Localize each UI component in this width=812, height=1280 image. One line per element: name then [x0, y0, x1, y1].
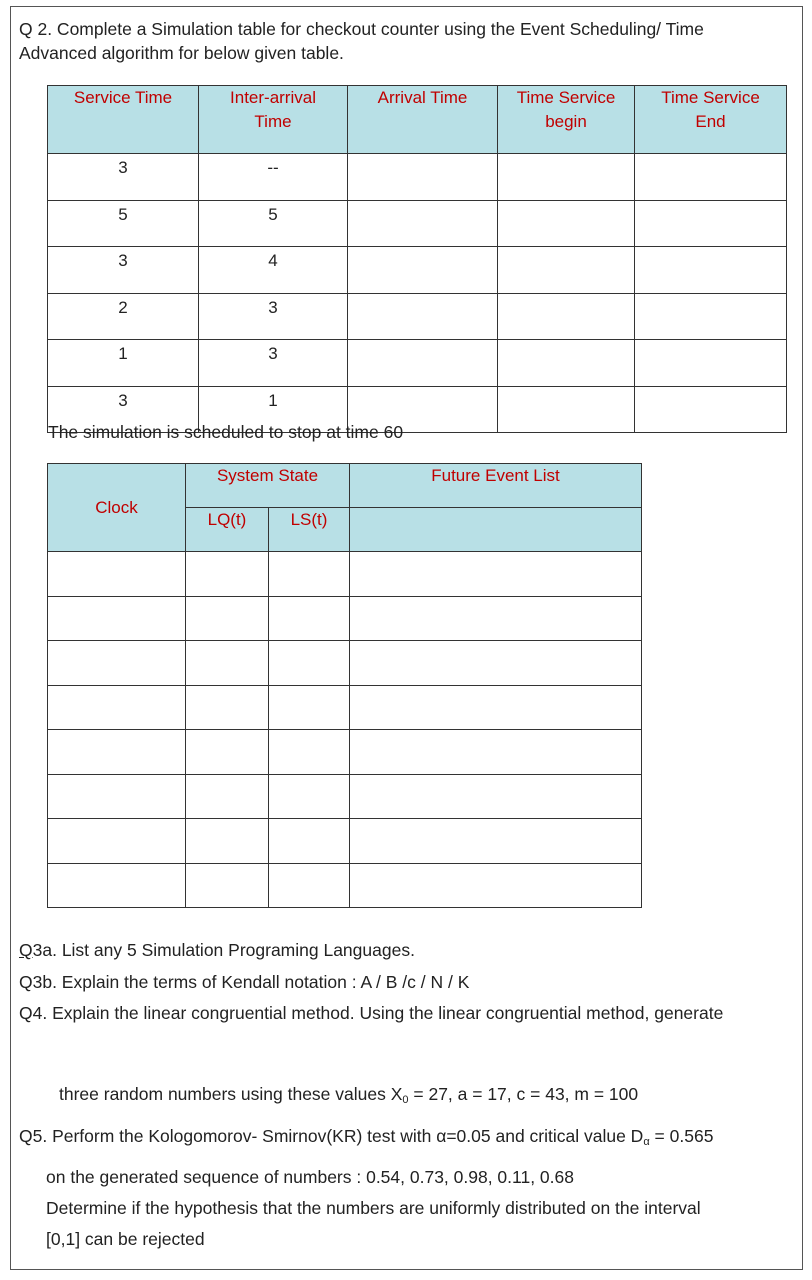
event-table-cell: [269, 596, 350, 641]
simulation-table-cell: 2: [48, 293, 199, 340]
simulation-table-cell: 5: [48, 200, 199, 247]
event-table-cell: [186, 596, 269, 641]
simulation-table-cell: [635, 200, 787, 247]
simulation-table-cell: --: [199, 154, 348, 201]
q4-text-line1: Q4. Explain the linear congruential method. Using the linear congruential method, generate: [19, 1003, 724, 1023]
simulation-table-cell: [635, 247, 787, 294]
simulation-table-cell: [498, 247, 635, 294]
event-table-cell: [350, 819, 642, 864]
event-table-row: [48, 596, 642, 641]
q3a-prefix: Q: [19, 940, 33, 960]
event-table-row: [48, 685, 642, 730]
simulation-table-cell: [635, 340, 787, 387]
event-table-header-top: [48, 464, 642, 508]
simulation-table-cell: 5: [199, 200, 348, 247]
simulation-table-cell: [348, 247, 498, 294]
stop-note: The simulation is scheduled to stop at time 60: [48, 422, 404, 442]
q3a-rest: 3a. List any 5 Simulation Programing Languages.: [32, 940, 415, 960]
simulation-table-row: [48, 200, 787, 247]
event-table-cell: [48, 596, 186, 641]
header-arrival-time: Arrival Time: [348, 86, 498, 154]
event-table-cell: [350, 863, 642, 908]
simulation-table-cell: 4: [199, 247, 348, 294]
event-table-row: [48, 552, 642, 597]
q5-text-line1: [19, 1124, 713, 1154]
header-system-state: System State: [186, 464, 350, 508]
simulation-table-cell: [498, 293, 635, 340]
simulation-table-cell: [498, 386, 635, 433]
event-table-cell: [186, 685, 269, 730]
q5-line1-pre: Q5. Perform the Kologomorov- Smirnov(KR) test with α=0.05 and critical value D: [19, 1126, 644, 1146]
simulation-table-cell: 3: [48, 247, 199, 294]
simulation-table-cell: [498, 154, 635, 201]
event-table-cell: [269, 552, 350, 597]
simulation-table-header: [48, 86, 787, 154]
event-table-cell: [48, 730, 186, 775]
event-table-cell: [350, 730, 642, 775]
event-table-cell: [350, 552, 642, 597]
event-scheduling-table: [47, 463, 642, 908]
q4-x-subscript: 0: [402, 1094, 409, 1106]
simulation-table-cell: [498, 340, 635, 387]
q5-text-line4: [0,1] can be rejected: [46, 1229, 205, 1249]
simulation-table-cell: [635, 386, 787, 433]
header-time-service-begin: Time Service begin: [498, 86, 635, 154]
event-table-row: [48, 774, 642, 819]
q4-line2-post: = 27, a = 17, c = 43, m = 100: [408, 1084, 639, 1104]
q2-text-line2: Advanced algorithm for below given table.: [19, 43, 344, 63]
simulation-table-cell: 3: [48, 154, 199, 201]
event-table-row: [48, 641, 642, 686]
event-table-cell: [269, 641, 350, 686]
q5-line1-post: = 0.565: [649, 1126, 714, 1146]
q2-text-line1: Q 2. Complete a Simulation table for checkout counter using the Event Scheduling/ Time: [19, 19, 704, 39]
event-table-cell: [186, 819, 269, 864]
event-table-cell: [186, 641, 269, 686]
q3b-text: Q3b. Explain the terms of Kendall notation : A / B /c / N / K: [19, 972, 470, 992]
simulation-table-cell: [348, 200, 498, 247]
event-table-cell: [48, 641, 186, 686]
event-table-cell: [48, 552, 186, 597]
simulation-table-cell: [348, 293, 498, 340]
event-table-cell: [269, 774, 350, 819]
simulation-table-cell: [348, 154, 498, 201]
event-table-cell: [269, 685, 350, 730]
q5-text-line3: Determine if the hypothesis that the numbers are uniformly distributed on the interval: [46, 1198, 701, 1218]
q5-text-line2: on the generated sequence of numbers : 0.54, 0.73, 0.98, 0.11, 0.68: [46, 1167, 574, 1187]
simulation-table-cell: 1: [48, 340, 199, 387]
simulation-table-cell: [635, 154, 787, 201]
event-table-cell: [350, 641, 642, 686]
event-table-row: [48, 730, 642, 775]
event-table-cell: [350, 685, 642, 730]
event-table-cell: [350, 774, 642, 819]
event-table-cell: [48, 685, 186, 730]
simulation-table: [47, 85, 787, 433]
event-table-cell: [269, 730, 350, 775]
event-table-cell: [350, 596, 642, 641]
simulation-table-cell: 3: [48, 386, 199, 433]
simulation-table-cell: 3: [199, 293, 348, 340]
event-table-cell: [269, 863, 350, 908]
simulation-table-cell: [498, 200, 635, 247]
q5-d-subscript: α: [643, 1136, 650, 1148]
header-future-event-list: Future Event List: [350, 464, 642, 508]
event-table-cell: [186, 863, 269, 908]
simulation-table-row: [48, 154, 787, 201]
header-service-time: Service Time: [48, 86, 199, 154]
event-table-cell: [48, 819, 186, 864]
event-table-cell: [269, 819, 350, 864]
event-table-cell: [48, 863, 186, 908]
header-ls: LS(t): [269, 508, 350, 552]
header-inter-arrival-time: Inter-arrival Time: [199, 86, 348, 154]
header-lq: LQ(t): [186, 508, 269, 552]
simulation-table-row: [48, 340, 787, 387]
event-table-cell: [186, 552, 269, 597]
q4-text-line2: [59, 1082, 638, 1112]
exam-page: [10, 6, 803, 1270]
event-table-row: [48, 863, 642, 908]
q3a-text: [19, 938, 415, 962]
event-table-row: [48, 819, 642, 864]
simulation-table-cell: 3: [199, 340, 348, 387]
header-future-event-blank: [350, 508, 642, 552]
simulation-table-row: [48, 293, 787, 340]
simulation-table-cell: 1: [199, 386, 348, 433]
simulation-table-cell: [348, 340, 498, 387]
event-table-cell: [48, 774, 186, 819]
header-clock: Clock: [48, 464, 186, 552]
simulation-table-row: [48, 247, 787, 294]
q4-line2-pre: three random numbers using these values X: [59, 1084, 403, 1104]
simulation-table-cell: [635, 293, 787, 340]
event-table-cell: [186, 730, 269, 775]
header-time-service-end: Time Service End: [635, 86, 787, 154]
event-table-cell: [186, 774, 269, 819]
